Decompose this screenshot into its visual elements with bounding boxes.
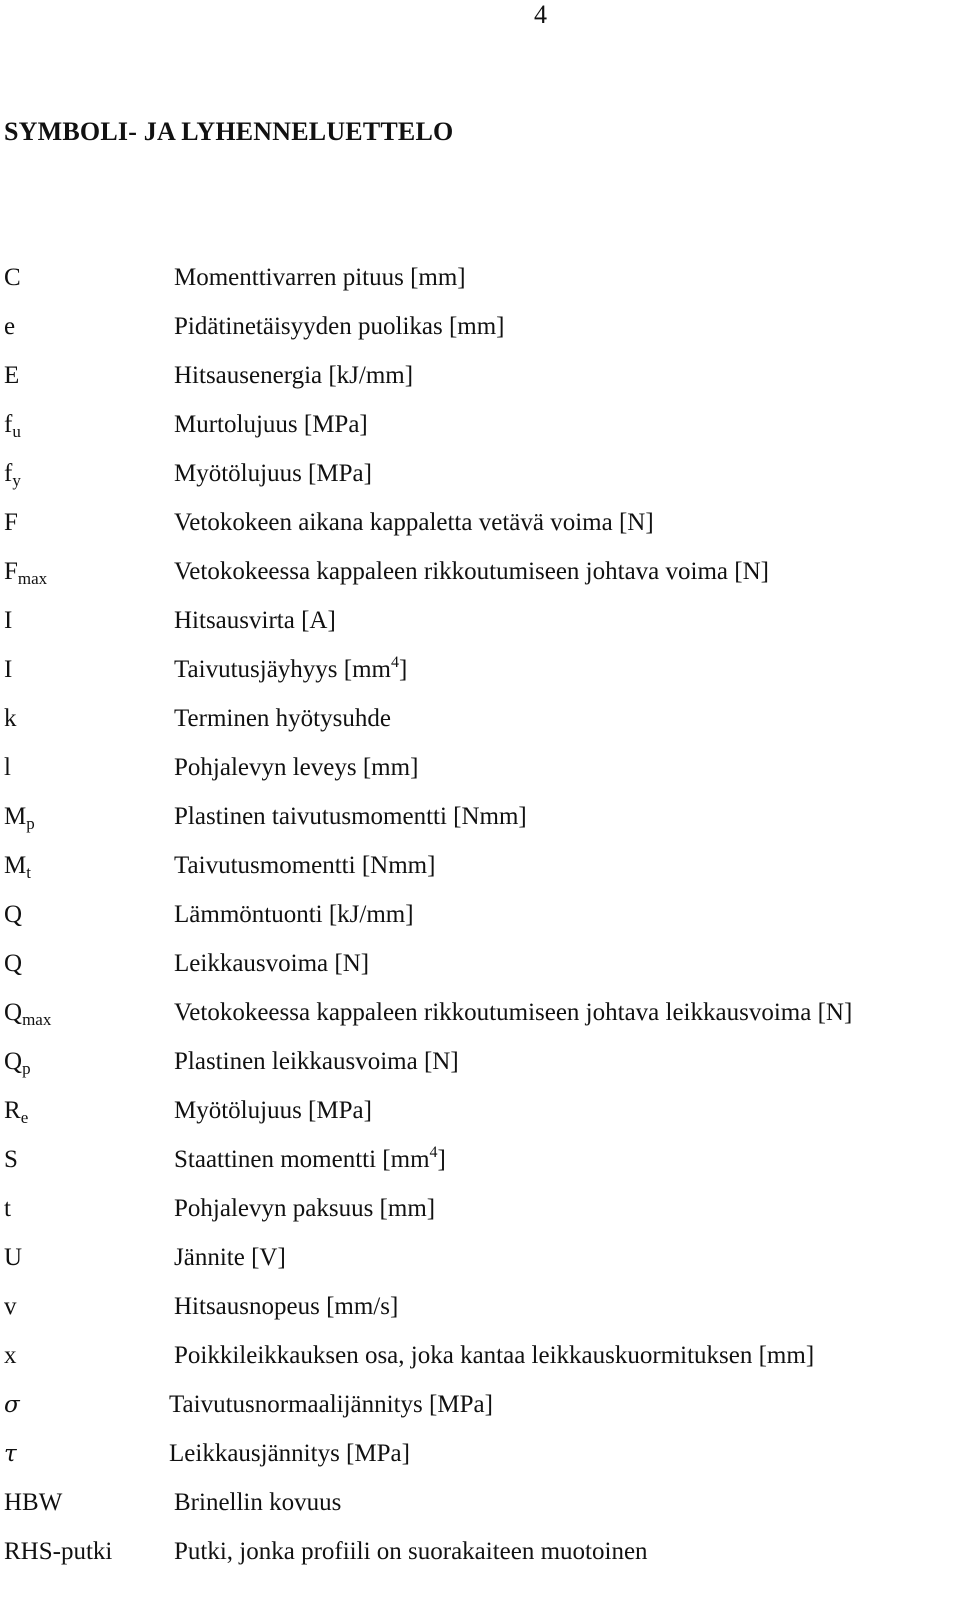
definition-text: Plastinen leikkausvoima [N] xyxy=(174,1048,459,1075)
symbol xyxy=(4,899,22,931)
definition xyxy=(174,1144,446,1176)
symbol-row xyxy=(0,752,960,801)
symbol-row xyxy=(0,605,960,654)
symbol xyxy=(4,605,12,637)
definition-text: Pohjalevyn paksuus [mm] xyxy=(174,1195,436,1222)
definition-superscript: 4 xyxy=(429,1144,438,1161)
symbol xyxy=(4,458,21,497)
symbol-subscript: t xyxy=(26,863,31,882)
symbol-row xyxy=(0,262,960,311)
definition xyxy=(174,850,435,882)
symbol-subscript: max xyxy=(17,569,48,588)
symbol-row xyxy=(0,1487,960,1536)
symbol-row xyxy=(0,1291,960,1340)
symbol-base: σ xyxy=(4,1392,20,1418)
definition-text: Jännite [V] xyxy=(174,1244,286,1271)
definition-text: Putki, jonka profiili on suorakaiteen muotoinen xyxy=(174,1538,648,1565)
definition xyxy=(174,605,336,637)
symbol-row xyxy=(0,654,960,703)
symbol-row xyxy=(0,1193,960,1242)
symbol xyxy=(4,997,51,1036)
definition-text: Murtolujuus [MPa] xyxy=(174,411,368,438)
symbol xyxy=(4,654,12,686)
definition xyxy=(174,1487,341,1519)
definition-text: Myötölujuus [MPa] xyxy=(174,460,372,487)
symbol-subscript: u xyxy=(12,422,21,441)
symbol-row xyxy=(0,997,960,1046)
symbol xyxy=(4,507,18,539)
symbol-base: F xyxy=(4,509,18,536)
symbol xyxy=(4,1144,18,1176)
definition xyxy=(174,1536,648,1568)
definition-text: Hitsausvirta [A] xyxy=(174,607,336,634)
definition-end: ] xyxy=(437,1146,446,1173)
symbol xyxy=(4,1536,112,1568)
symbol-base: S xyxy=(4,1146,18,1173)
symbol-base: M xyxy=(4,803,27,830)
symbol-base: HBW xyxy=(4,1489,63,1516)
symbol-row xyxy=(0,850,960,899)
definition xyxy=(174,262,466,294)
symbol xyxy=(4,1340,17,1372)
definition xyxy=(174,703,391,735)
definition xyxy=(169,1389,493,1421)
definition-text: Taivutusmomentti [Nmm] xyxy=(174,852,436,879)
definition-text: Lämmöntuonti [kJ/mm] xyxy=(174,901,414,928)
definition-end: ] xyxy=(398,656,408,683)
definition xyxy=(174,1193,435,1225)
symbol-row xyxy=(0,1095,960,1144)
symbol-base: f xyxy=(4,460,13,487)
definition-text: Terminen hyötysuhde xyxy=(174,705,391,732)
symbol-base: t xyxy=(4,1195,11,1222)
symbol-row xyxy=(0,1389,960,1438)
symbol-list xyxy=(0,262,960,1585)
symbol xyxy=(4,1291,17,1323)
symbol-row xyxy=(0,1046,960,1095)
symbol xyxy=(4,1438,17,1470)
definition-text: Poikkileikkauksen osa, joka kantaa leikkauskuormituksen [mm] xyxy=(174,1342,815,1369)
symbol-base: F xyxy=(4,558,18,585)
symbol-subscript: y xyxy=(12,471,21,490)
symbol xyxy=(4,1193,11,1225)
symbol-base: C xyxy=(4,264,21,291)
page-title: SYMBOLI- JA LYHENNELUETTELO xyxy=(4,117,454,146)
symbol-base: f xyxy=(4,411,13,438)
symbol xyxy=(4,1487,62,1519)
symbol-row xyxy=(0,409,960,458)
symbol xyxy=(4,1095,28,1134)
definition-text: Hitsausnopeus [mm/s] xyxy=(174,1293,399,1320)
symbol xyxy=(4,1046,31,1085)
symbol-row xyxy=(0,1340,960,1389)
symbol xyxy=(4,801,35,840)
definition xyxy=(174,1340,814,1372)
definition-text: Leikkausjännitys [MPa] xyxy=(169,1440,410,1467)
definition xyxy=(174,556,769,588)
definition xyxy=(174,1291,398,1323)
symbol-row xyxy=(0,948,960,997)
definition-text: Taivutusnormaalijännitys [MPa] xyxy=(169,1391,493,1418)
definition-text: Vetokokeessa kappaleen rikkoutumiseen johtava voima [N] xyxy=(174,558,769,585)
symbol-base: R xyxy=(4,1097,21,1124)
page-number: 4 xyxy=(534,0,547,29)
symbol-base: U xyxy=(4,1244,23,1271)
definition xyxy=(174,801,527,833)
symbol xyxy=(4,1242,22,1274)
symbol-base: l xyxy=(4,754,11,781)
definition-text: Staattinen momentti [mm xyxy=(174,1146,430,1173)
symbol xyxy=(4,850,31,889)
definition xyxy=(174,458,372,490)
symbol xyxy=(4,311,15,343)
symbol-row xyxy=(0,1242,960,1291)
symbol-row xyxy=(0,458,960,507)
symbol-subscript: p xyxy=(22,1059,31,1078)
symbol-row xyxy=(0,703,960,752)
definition xyxy=(174,311,505,343)
symbol-base: k xyxy=(4,705,17,732)
symbol-base: I xyxy=(4,656,13,683)
definition-text: Myötölujuus [MPa] xyxy=(174,1097,372,1124)
definition-text: Leikkausvoima [N] xyxy=(174,950,370,977)
symbol-base: I xyxy=(4,607,13,634)
symbol-base: Q xyxy=(4,950,23,977)
definition-text: Plastinen taivutusmomentti [Nmm] xyxy=(174,803,527,830)
symbol-base: Q xyxy=(4,1048,23,1075)
symbol-row xyxy=(0,801,960,850)
symbol-row xyxy=(0,1144,960,1193)
symbol-row xyxy=(0,311,960,360)
symbol-base: Q xyxy=(4,901,23,928)
symbol xyxy=(4,1389,20,1421)
symbol-row xyxy=(0,1536,960,1585)
symbol-base: x xyxy=(4,1342,17,1369)
definition xyxy=(174,654,407,686)
symbol xyxy=(4,948,22,980)
symbol-base: RHS-putki xyxy=(4,1538,113,1565)
definition-text: Vetokokeessa kappaleen rikkoutumiseen johtava leikkausvoima [N] xyxy=(174,999,853,1026)
definition-text: Taivutusjäyhyys [mm xyxy=(174,656,391,683)
symbol xyxy=(4,752,11,784)
symbol xyxy=(4,556,47,595)
definition-text: Pidätinetäisyyden puolikas [mm] xyxy=(174,313,505,340)
definition xyxy=(174,899,414,931)
symbol-subscript: e xyxy=(20,1108,29,1127)
definition-superscript: 4 xyxy=(390,654,399,671)
symbol xyxy=(4,262,21,294)
symbol-subscript: p xyxy=(26,814,35,833)
symbol-base: E xyxy=(4,362,20,389)
symbol-row xyxy=(0,360,960,409)
definition-text: Vetokokeen aikana kappaletta vetävä voima [N] xyxy=(174,509,654,536)
definition xyxy=(174,507,654,539)
symbol-row xyxy=(0,556,960,605)
symbol xyxy=(4,360,19,392)
symbol xyxy=(4,409,21,448)
definition xyxy=(174,1046,459,1078)
definition-text: Hitsausenergia [kJ/mm] xyxy=(174,362,414,389)
symbol xyxy=(4,703,17,735)
definition xyxy=(174,948,369,980)
definition xyxy=(174,1242,286,1274)
definition xyxy=(174,1095,372,1127)
definition xyxy=(174,752,418,784)
symbol-base: τ xyxy=(4,1441,17,1467)
symbol-row xyxy=(0,507,960,556)
definition xyxy=(174,997,852,1029)
symbol-row xyxy=(0,899,960,948)
definition-text: Pohjalevyn leveys [mm] xyxy=(174,754,419,781)
symbol-row xyxy=(0,1438,960,1487)
symbol-base: e xyxy=(4,313,16,340)
definition xyxy=(174,360,413,392)
definition-text: Brinellin kovuus xyxy=(174,1489,342,1516)
definition-text: Momenttivarren pituus [mm] xyxy=(174,264,466,291)
symbol-base: Q xyxy=(4,999,23,1026)
definition xyxy=(169,1438,410,1470)
definition xyxy=(174,409,368,441)
symbol-base: v xyxy=(4,1293,17,1320)
symbol-base: M xyxy=(4,852,27,879)
symbol-subscript: max xyxy=(22,1010,52,1029)
